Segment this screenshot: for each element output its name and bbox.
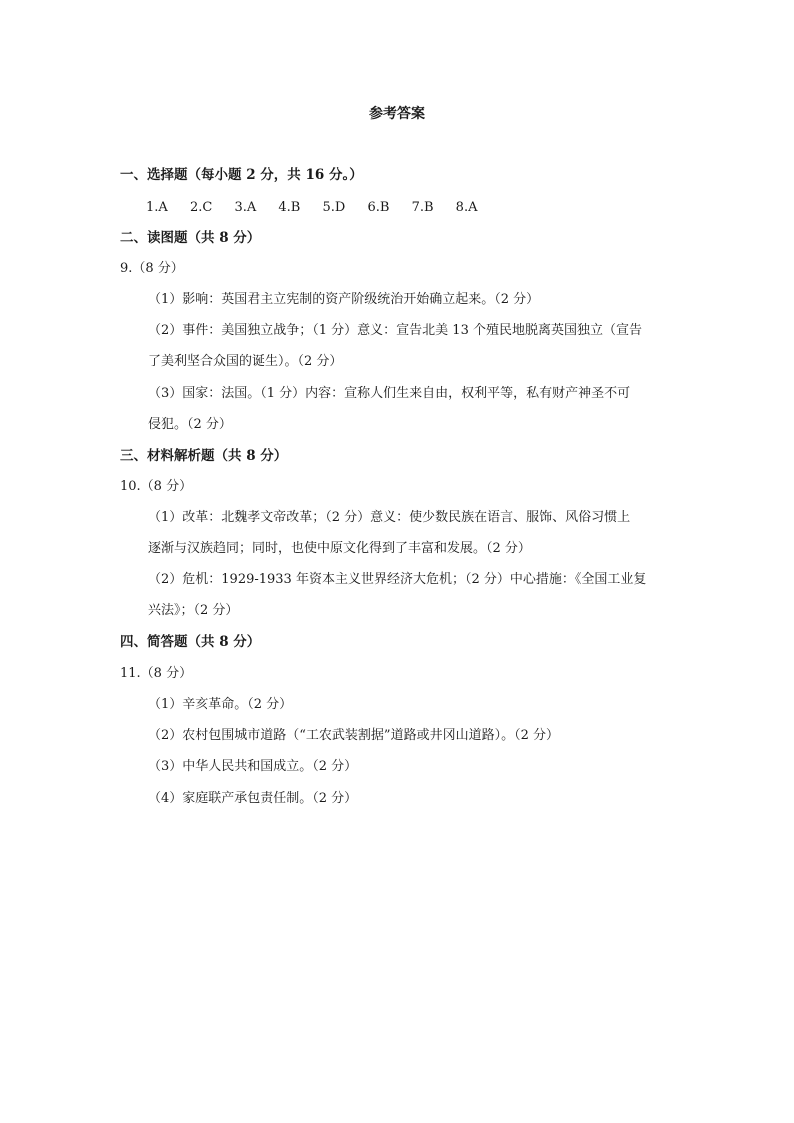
answer-item: 4.B xyxy=(278,200,301,215)
section-heading-multiple-choice: 一、选择题（每小题 2 分，共 16 分。） xyxy=(120,167,363,183)
question-number: 10.（8 分） xyxy=(120,479,193,494)
answer-line: 侵犯。（2 分） xyxy=(148,417,232,432)
page-title: 参考答案 xyxy=(369,106,425,122)
answer-line: （4）家庭联产承包责任制。（2 分） xyxy=(148,791,358,806)
answer-line: （3）中华人民共和国成立。（2 分） xyxy=(148,759,358,774)
answer-line: （2）农村包围城市道路（“工农武装割据”道路或井冈山道路）。（2 分） xyxy=(148,728,559,743)
answer-line: （3）国家：法国。（1 分）内容：宣称人们生来自由，权利平等，私有财产神圣不可 xyxy=(148,386,631,401)
answer-item: 2.C xyxy=(189,200,213,215)
question-number: 11.（8 分） xyxy=(120,666,193,681)
answer-line: （1）辛亥革命。（2 分） xyxy=(148,697,293,712)
answer-item: 6.B xyxy=(367,200,390,215)
answer-line: （1）影响：英国君主立宪制的资产阶级统治开始确立起来。（2 分） xyxy=(148,292,540,307)
answer-item: 7.B xyxy=(411,200,434,215)
answer-line: （2）事件：美国独立战争；（1 分）意义：宣告北美 13 个殖民地脱离英国独立（宣告 xyxy=(148,323,642,338)
question-number: 9.（8 分） xyxy=(120,261,184,276)
section-heading-map-reading: 二、读图题（共 8 分） xyxy=(120,230,261,246)
answer-line: 了美利坚合众国的诞生）。（2 分） xyxy=(148,354,343,369)
answer-line: 逐渐与汉族趋同；同时，也使中原文化得到了丰富和发展。（2 分） xyxy=(148,541,531,556)
answer-line: （1）改革：北魏孝文帝改革；（2 分）意义：使少数民族在语言、服饰、风俗习惯上 xyxy=(148,510,631,525)
answer-item: 3.A xyxy=(234,200,257,215)
section-heading-short-answer: 四、简答题（共 8 分） xyxy=(120,634,261,650)
answer-line: （2）危机：1929-1933 年资本主义世界经济大危机；（2 分）中心措施：《全国工业复 xyxy=(148,572,647,587)
answer-item: 8.A xyxy=(455,200,478,215)
answer-line: 兴法》；（2 分） xyxy=(148,603,239,618)
answer-item: 1.A xyxy=(146,200,168,215)
answer-item: 5.D xyxy=(322,200,346,215)
section-heading-material-analysis: 三、材料解析题（共 8 分） xyxy=(120,448,288,464)
choice-answer-list xyxy=(146,198,495,218)
